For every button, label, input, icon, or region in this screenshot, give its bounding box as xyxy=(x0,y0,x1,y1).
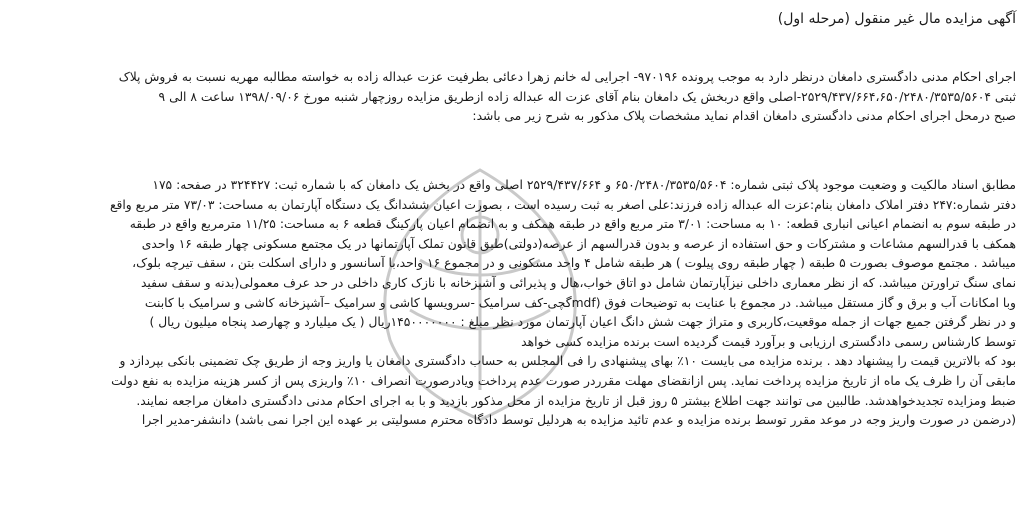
details-paragraph xyxy=(10,176,1016,431)
details-line: (درضمن در صورت واریز وجه در موعد مقرر توسط برنده مزایده و عدم تائید مزایده به هردلیل توسط دادگاه محترم مسولیتی بر عهده این اجرا نمی باشد) دانشفر-مدیر اجرا xyxy=(141,413,1016,428)
intro-line: صبح درمحل اجرای احکام مدنی دادگستری دامغان اقدام نماید مشخصات پلاک مذکور به شرح زیر می باشد: xyxy=(472,109,1016,124)
details-line: وبا امکانات آب و برق و گاز مستقل میباشد. در مجموع با عنایت به توضیحات فوق (mdfگچی-کف سرامیک -سرویسها کاشی و سرامیک –آشپزخانه کاشی و سرامیک با کابنت xyxy=(144,295,1016,310)
intro-paragraph xyxy=(10,68,1016,127)
details-line: مطابق اسناد مالکیت و وضعیت موجود پلاک ثبتی شماره: ۶۵۰/۲۴۸۰/۳۵۳۵/۵۶۰۴ و ۲۵۲۹/۴۳۷/۶۶۴ اصلی واقع در بخش یک دامغان که با شماره ثبت: ۳۲۴۴۲۷ در صفحه: ۱۷۵ xyxy=(152,178,1016,192)
details-line: ضبط ومزایده تجدیدخواهدشد. طالبین می توانند جهت اطلاع بیشتر ۵ روز قبل از تاریخ مزایده از محل مذکور بازدید و با به اجرای احکام مدنی دادگستری دامغان مراجعه نمایند. xyxy=(136,393,1016,408)
details-line: در طبقه سوم به انضمام اعیانی انباری قطعه: ۱۰ به مساحت: ۳/۰۱ متر مربع واقع در طبقه همکف و به انضمام اعیان پارکینگ قطعه ۶ به مساحت: ۱۱/۲۵ مترمربع واقع در طبقه xyxy=(129,217,1016,232)
details-line: دفتر شماره:۲۴۷ دفتر املاک دامغان بنام:عزت اله عبداله زاده فرزند:علی اصغر به ثبت رسیده است ، بصورت اعیان ششدانگ یک دستگاه آپارتمان به مساحت: ۷۳/۰۳ متر مربع واقع xyxy=(109,197,1016,212)
details-line: و در نظر گرفتن جمیع جهات از جمله موقعیت،کاربری و متراژ جهت شش دانگ اعیان آپارتمان مورد نظر مبلغ : ۱۴۵۰۰۰۰۰۰۰ریال ( یک میلیارد و چهارصد پنجاه میلیون ریال ) xyxy=(149,315,1016,330)
notice-title: آگهی مزایده مال غیر منقول (مرحله اول) xyxy=(777,11,1016,27)
details-line: بود که بالاترین قیمت را پیشنهاد دهد . برنده مزایده می بایست ۱۰٪ بهای پیشنهادی را فی المجلس به حساب دادگستری دامغان یا واریز وجه از طریق چک تضمینی بانکی بپردازد و xyxy=(119,354,1016,369)
intro-line: ثبتی ۲۵۲۹/۴۳۷/۶۶۴،۶۵۰/۲۴۸۰/۳۵۳۵/۵۶۰۴-اصلی واقع دربخش یک دامغان بنام آقای عزت اله عبداله زاده ازطریق مزایده روزچهار شنبه مورخ ۱۳۹۸/۰۹/۰۶ ساعت ۸ الی ۹ xyxy=(158,89,1016,104)
details-line: همکف با قدرالسهم مشاعات و مشترکات و حق استفاده از عرصه و بدون قدرالسهم از عرصه(دولتی)طبق قانون تملک آپارتمانها در یک مجتمع مسکونی چهار طبقه ۱۶ واحدی xyxy=(141,236,1016,251)
details-line: مابقی آن را ظرف یک ماه از تاریخ مزایده پرداخت نماید. پس ازانقضای مهلت مقرردر صورت عدم پرداخت ویادرصورت انصراف ۱۰٪ واریزی پس از کسر هزینه مزایده به نفع دولت xyxy=(111,373,1016,388)
details-line: توسط کارشناس رسمی دادگستری ارزیابی و برآورد قیمت گردیده است برنده مزایده کسی خواهد xyxy=(521,334,1016,349)
details-line: میباشد . مجتمع موصوف بصورت ۵ طبقه ( چهار طبقه روی پیلوت ) هر طبقه شامل ۴ واحد مسکونی و در مجموع ۱۶ واحد،با آسانسور و دارای اسکلت بتن ، سقف تیرچه بلوک، xyxy=(132,256,1016,271)
intro-line: اجرای احکام مدنی دادگستری دامغان درنظر دارد به موجب پرونده ۹۷۰۱۹۶- اجرایی له خانم زهرا دعائی بطرفیت عزت عبداله زاده به خواسته مطالبه مهریه نسبت به فروش پلاک xyxy=(118,70,1016,84)
details-line: نمای سنگ تراورتن میباشد. که از نظر معماری داخلی نیزآپارتمان شامل دو اتاق خواب،هال و پذیرائی و آشپزخانه با نازک کاری داخلی در حد عرف معمولی(بدنه و سقف سفید xyxy=(140,275,1016,290)
